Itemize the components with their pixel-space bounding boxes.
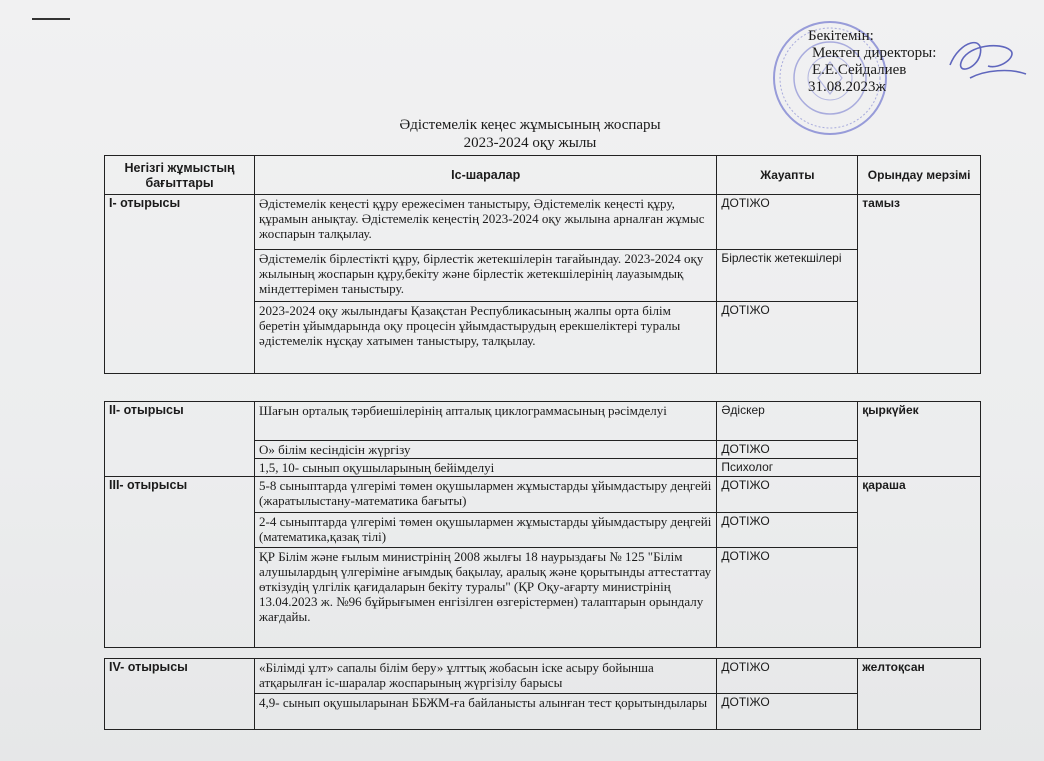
responsible-cell: ДОТІЖО [717,548,858,648]
approval-line-position: Мектеп директоры: [812,45,937,61]
responsible-cell: ДОТІЖО [717,513,858,548]
activity-cell: 1,5, 10- сынып оқушыларының бейімделуі [255,459,717,477]
responsible-cell: ДОТІЖО [717,302,858,374]
responsible-cell: Психолог [717,459,858,477]
session-2-term: қыркүйек [858,402,981,477]
table-row [105,402,981,441]
approval-block [808,28,1008,96]
responsible-cell: ДОТІЖО [717,694,858,730]
session-2-name: II- отырысы [105,402,255,477]
responsible-cell: ДОТІЖО [717,441,858,459]
session-1-term: тамыз [858,195,981,374]
header-directions: Негізгі жұмыстың бағыттары [105,156,255,195]
responsible-cell: Әдіскер [717,402,858,441]
table-row [105,659,981,694]
header-responsible: Жауапты [717,156,858,195]
top-dash-mark [32,18,70,20]
header-deadline: Орындау мерзімі [858,156,981,195]
approval-line-date: 31.08.2023ж [808,79,886,95]
table-header-row [105,156,981,195]
session-1-name: I- отырысы [105,195,255,374]
plan-table-part-2 [104,401,981,648]
session-3-term: қараша [858,477,981,648]
activity-cell: Әдістемелік бірлестікті құру, бірлестік жетекшілерін тағайындау. 2023-2024 оқу жылының жоспарын құру,бекіту және бірлестік жетекшілерінің лауазымдық міндеттерімен таныстыру. [255,250,717,302]
session-4-name: IV- отырысы [105,659,255,730]
academic-year: 2023-2024 оқу жылы [463,135,597,151]
responsible-cell: ДОТІЖО [717,195,858,250]
activity-cell: 4,9- сынып оқушыларынан ББЖМ-ға байланысты алынған тест қорытындылары [255,694,717,730]
responsible-cell: ДОТІЖО [717,659,858,694]
activity-cell: О» білім кесіндісін жүргізу [255,441,717,459]
activity-cell: 5-8 сыныптарда үлгерімі төмен оқушылармен жұмыстарды ұйымдастыру деңгейі (жаратылыстану-математика бағыты) [255,477,717,513]
activity-cell: 2023-2024 оқу жылындағы Қазақстан Республикасының жалпы орта білім беретін ұйымдарында оқу процесін ұйымдастырудың ерекшеліктері туралы әдістемелік нұсқау хатымен таныстыру, талқылау. [255,302,717,374]
activity-cell: «Білімді ұлт» сапалы білім беру» ұлттық жобасын іске асыру бойынша атқарылған іс-шаралар жоспарының жүргізілу барысы [255,659,717,694]
session-3-name: III- отырысы [105,477,255,648]
plan-table-part-1 [104,155,981,374]
session-4-term: желтоқсан [858,659,981,730]
header-activities: Іс-шаралар [255,156,717,195]
activity-cell: 2-4 сыныптарда үлгерімі төмен оқушылармен жұмыстарды ұйымдастыру деңгейі (математика,қазақ тілі) [255,513,717,548]
document-title [300,116,760,152]
activity-cell: Шағын орталық тәрбиешілерінің апталық циклограммасының рәсімделуі [255,402,717,441]
approval-line-name: Е.Е.Сейдалиев [812,62,907,78]
responsible-cell: Бірлестік жетекшілері [717,250,858,302]
approval-line-approve: Бекітемін: [808,28,874,44]
table-row [105,195,981,250]
activity-cell: Әдістемелік кеңесті құру ережесімен таныстыру, Әдістемелік кеңесті құру, құрамын анықтау. Әдістемелік кеңестің 2023-2024 оқу жылына арналған жұмыс жоспарын талқылау. [255,195,717,250]
plan-table-part-3 [104,658,981,730]
plan-title: Әдістемелік кеңес жұмысының жоспары [399,117,661,133]
activity-cell: ҚР Білім және ғылым министрінің 2008 жылғы 18 наурыздағы № 125 "Білім алушылардың үлгеріміне ағымдық бақылау, аралық және қорытынды аттестаттау өткізудің үлгілік қағидаларын бекіту туралы" (ҚР Оқу-ағарту министрінің 13.04.2023 ж. №96 бұйрығымен енгізілген өзгерістермен) талаптарын орындалу жағдайы. [255,548,717,648]
responsible-cell: ДОТІЖО [717,477,858,513]
table-row [105,477,981,513]
